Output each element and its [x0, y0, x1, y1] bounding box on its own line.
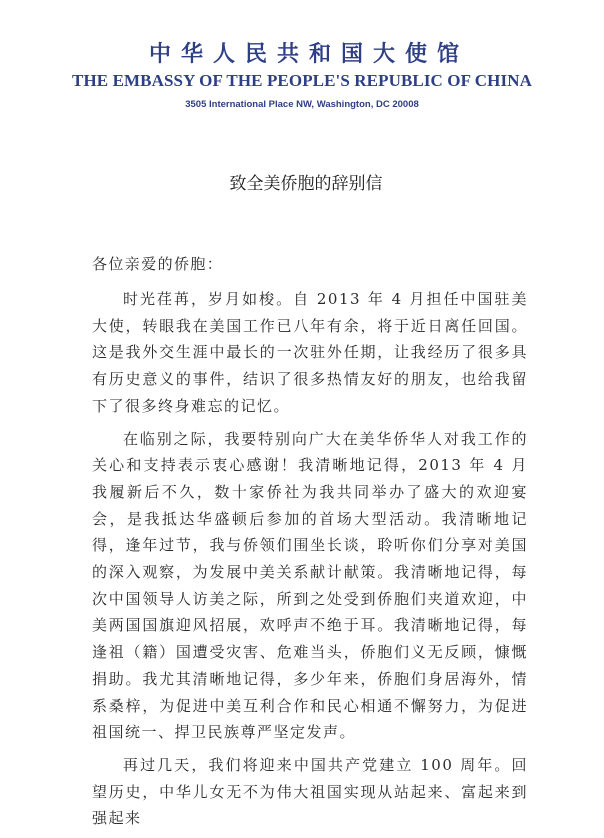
embassy-address: 3505 International Place NW, Washington, DC 20008: [185, 99, 419, 110]
embassy-english-name: THE EMBASSY OF THE PEOPLE'S REPUBLIC OF CHINA: [72, 71, 532, 90]
letterhead: [0, 40, 604, 111]
letter-title: 致全美侨胞的辞别信: [229, 174, 383, 194]
letter-paragraph: 在临别之际，我要特别向广大在美华侨华人对我工作的关心和支持表示衷心感谢！我清晰地记得，2013 年 4 月我履新后不久，数十家侨社为我共同举办了盛大的欢迎宴会，是我抵达华盛顿后参加的首场大型活动。我清晰地记得，逢年过节，我与侨领们围坐长谈，聆听你们分享对美国的深入观察，为发展中美关系献计献策。我清晰地记得，每次中国领导人访美之际，所到之处受到侨胞们夹道欢迎，中美两国国旗迎风招展，欢呼声不绝于耳。我清晰地记得，每逢祖（籍）国遭受灾害、危难当头，侨胞们义无反顾，慷慨捐助。我尤其清晰地记得，多少年来，侨胞们身居海外，情系桑梓，为促进中美互利合作和民心相通不懈努力，为促进祖国统一、捍卫民族尊严坚定发声。: [92, 429, 528, 742]
embassy-chinese-name: 中华人民共和国大使馆: [148, 41, 469, 67]
letter-body: [92, 286, 528, 838]
letter-salutation: 各位亲爱的侨胞：: [92, 255, 224, 273]
letter-paragraph: 再过几天，我们将迎来中国共产党建立 100 周年。回望历史，中华儿女无不为伟大祖国实现从站起来、富起来到强起来: [92, 755, 528, 828]
letter-paragraph: 时光荏苒，岁月如梭。自 2013 年 4 月担任中国驻美大使，转眼我在美国工作已八年有余，将于近日离任回国。这是我外交生涯中最长的一次驻外任期，让我经历了很多具有历史意义的事件，结识了很多热情友好的朋友，也给我留下了很多终身难忘的记忆。: [92, 290, 528, 415]
